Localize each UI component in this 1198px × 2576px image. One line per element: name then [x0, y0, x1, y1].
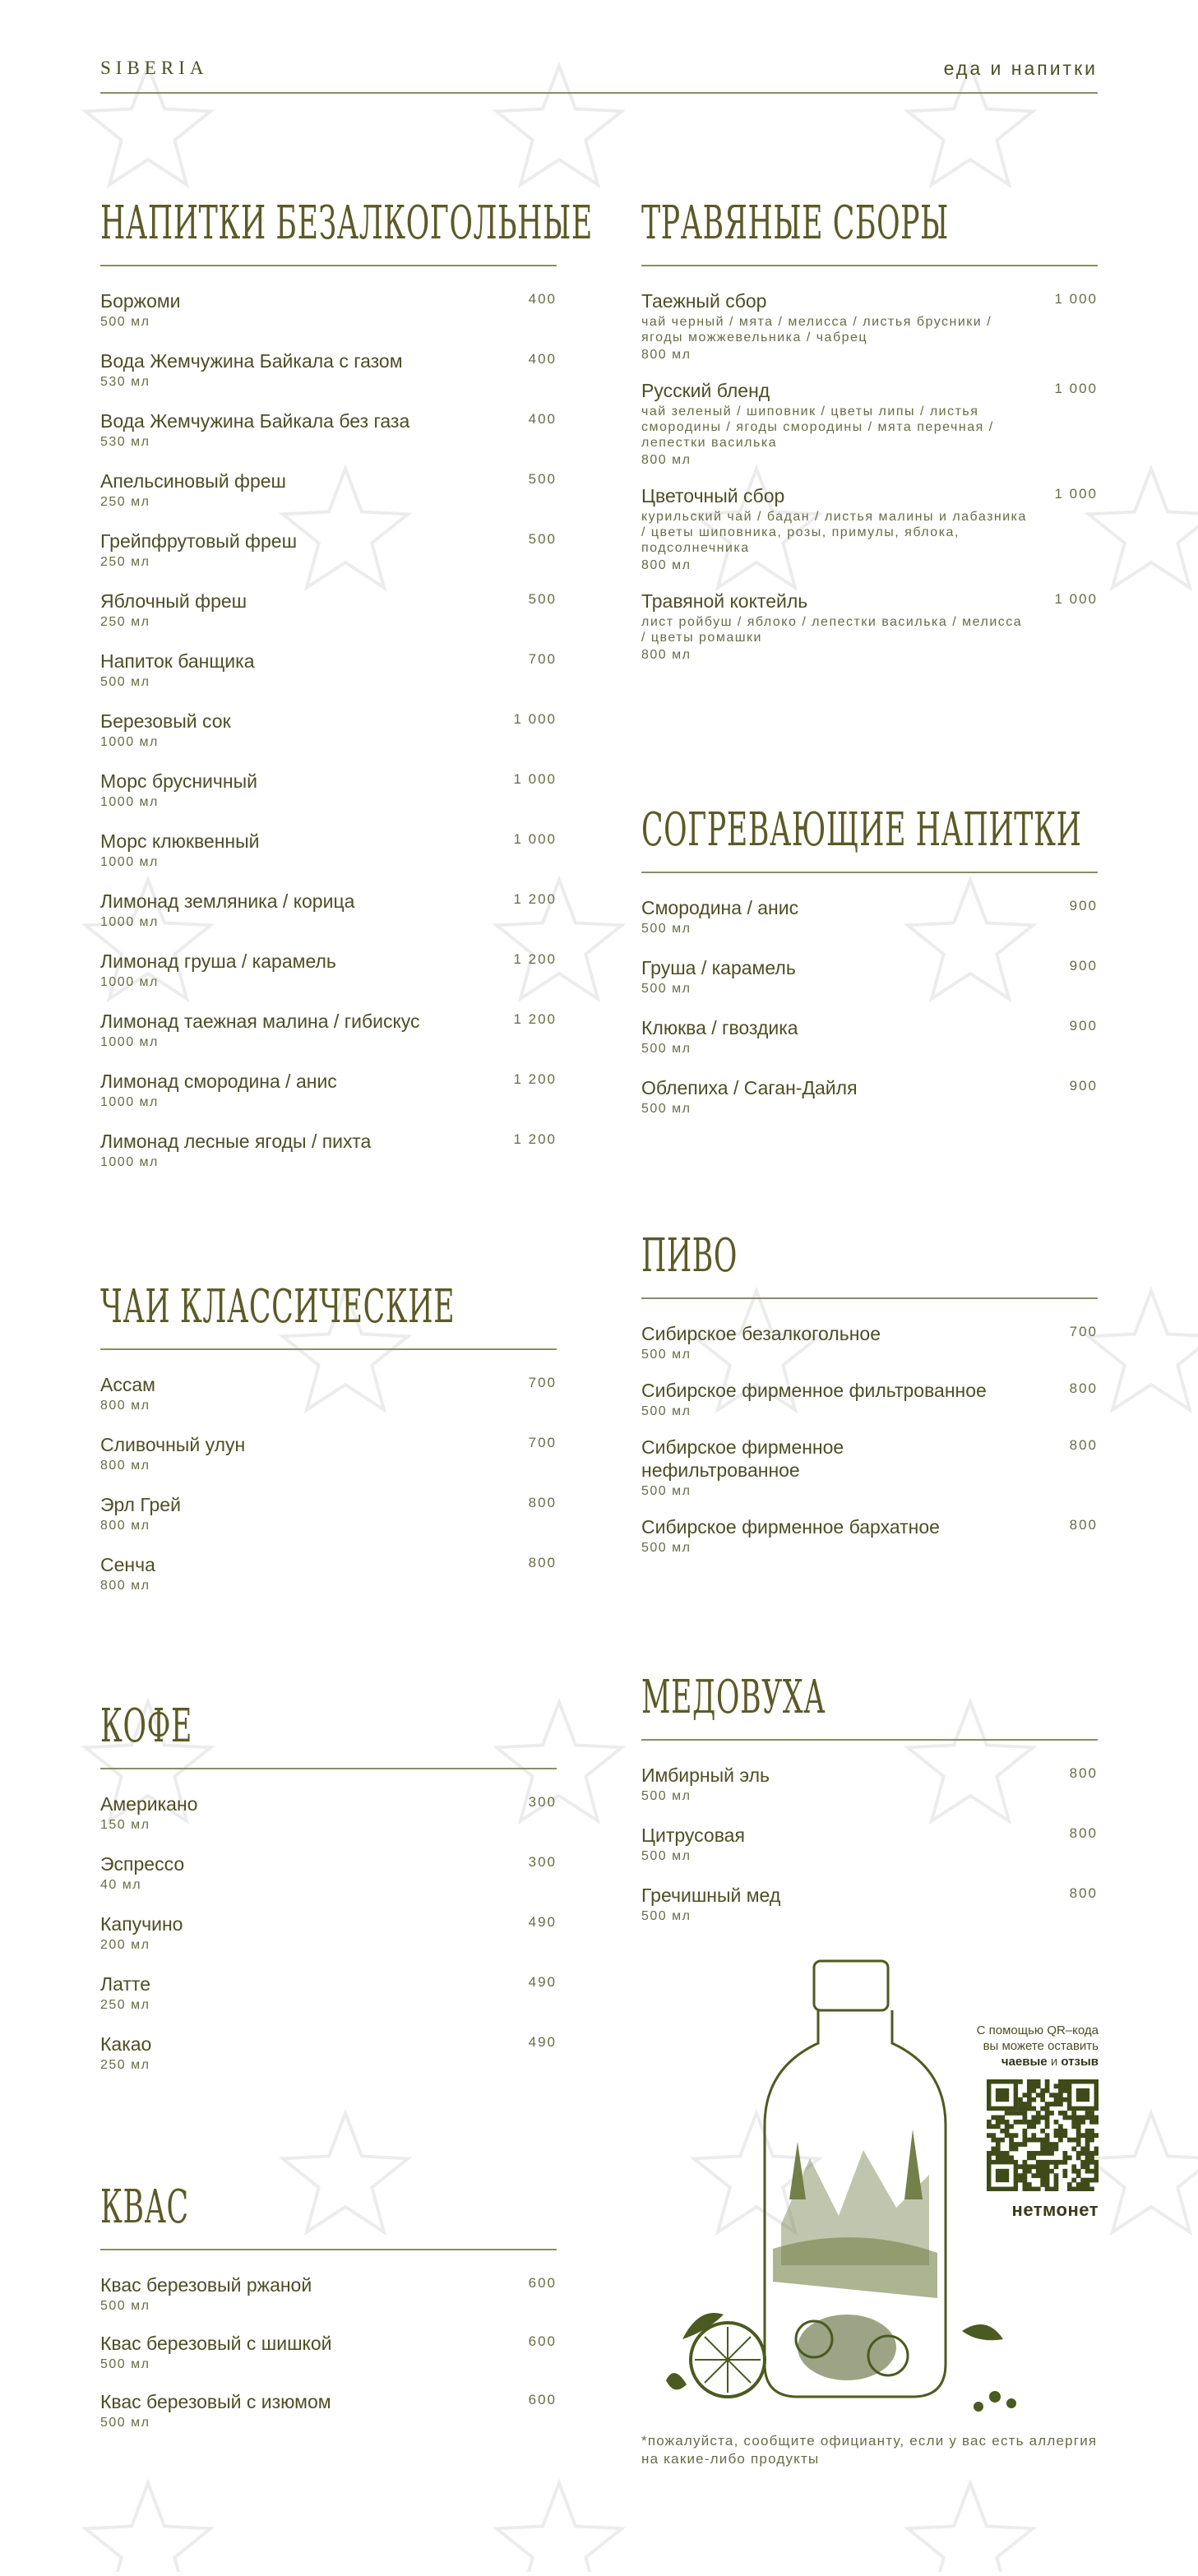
item-volume: 530 мл — [100, 435, 150, 449]
item-price: 400 — [528, 291, 557, 307]
item-price: 300 — [528, 1794, 557, 1810]
item-price: 500 — [528, 471, 557, 487]
item-volume: 800 мл — [641, 453, 692, 467]
item-description: лист ройбуш / яблоко / лепестки василька / мелисса / цветы ромашки — [641, 615, 1023, 645]
item-volume: 500 мл — [641, 1102, 692, 1116]
item-price: 490 — [528, 1914, 557, 1930]
menu-item — [641, 590, 1098, 664]
menu-item — [100, 590, 557, 650]
qr-caption — [962, 2023, 1099, 2070]
item-name: Сибирское фирменное нефильтрованное — [641, 1436, 844, 1481]
item-price: 700 — [528, 651, 557, 667]
item-price: 700 — [528, 1375, 557, 1390]
menu-item — [100, 409, 557, 469]
section-divider — [100, 2249, 557, 2250]
item-price: 1 200 — [513, 1071, 557, 1087]
item-description: курильский чай / бадан / листья малины и лабазника / цветы шиповника, розы, примулы, яблока, подсолнечника — [641, 510, 1027, 555]
menu-item — [100, 950, 557, 1010]
menu-item — [100, 1792, 557, 1852]
item-price: 400 — [528, 411, 557, 427]
section-title: ПИВО — [641, 1229, 738, 1283]
menu-item — [100, 349, 557, 409]
netmonet-logo: нетмонет — [1011, 2199, 1099, 2220]
menu-list — [100, 1792, 557, 2093]
menu-item — [100, 1070, 557, 1130]
item-name: Американо — [100, 1793, 198, 1815]
item-volume: 500 мл — [641, 1541, 692, 1555]
section-classic-tea — [100, 1274, 557, 1613]
section-divider — [100, 1348, 557, 1350]
menu-item — [641, 1016, 1098, 1076]
item-price: 800 — [1069, 1885, 1098, 1901]
item-name: Яблочный фреш — [100, 590, 247, 612]
menu-item — [100, 2332, 557, 2390]
item-price: 1 200 — [513, 1011, 557, 1027]
item-name: Эрл Грей — [100, 1494, 181, 1515]
section-title: НАПИТКИ БЕЗАЛКОГОЛЬНЫЕ — [100, 197, 593, 250]
menu-item — [100, 289, 557, 349]
menu-list — [641, 289, 1098, 664]
menu-item — [641, 1322, 1098, 1364]
menu-list — [100, 289, 557, 1190]
item-volume: 500 мл — [641, 1849, 692, 1863]
item-name: Латте — [100, 1973, 150, 1995]
section-title: КОФЕ — [100, 1700, 192, 1753]
item-name: Напиток банщика — [100, 650, 255, 672]
menu-item — [100, 1130, 557, 1190]
item-name: Сибирское фирменное фильтрованное — [641, 1380, 987, 1401]
item-volume: 1000 мл — [100, 1095, 159, 1109]
item-volume: 500 мл — [100, 315, 150, 329]
menu-item — [641, 289, 1098, 364]
brand-name: SIBERIA — [100, 58, 209, 78]
item-price: 800 — [1069, 1437, 1098, 1453]
item-name: Лимонад груша / карамель — [100, 950, 336, 972]
item-volume: 800 мл — [100, 1399, 150, 1413]
item-name: Вода Жемчужина Байкала с газом — [100, 350, 403, 372]
section-title: КВАС — [100, 2181, 189, 2234]
section-coffee — [100, 1694, 557, 2093]
section-beer — [641, 1223, 1098, 1572]
item-price: 900 — [1069, 1078, 1098, 1094]
item-price: 1 000 — [513, 831, 557, 847]
item-price: 800 — [1069, 1380, 1098, 1396]
item-volume: 40 мл — [100, 1878, 142, 1892]
section-divider — [100, 1768, 557, 1769]
section-title: ТРАВЯНЫЕ СБОРЫ — [641, 197, 949, 250]
menu-item — [100, 1433, 557, 1493]
item-description: чай черный / мята / мелисса / листья брусники / ягоды можжевельника / чабрец — [641, 315, 992, 345]
item-volume: 500 мл — [100, 2357, 150, 2371]
item-name: Капучино — [100, 1913, 183, 1935]
item-name: Таежный сбор — [641, 290, 767, 312]
item-description: чай зеленый / шиповник / цветы липы / листья смородины / ягоды смородины / мята перечная / лепестки василька — [641, 405, 994, 450]
item-name: Сливочный улун — [100, 1434, 246, 1455]
menu-list — [100, 2273, 557, 2449]
item-price: 490 — [528, 1974, 557, 1990]
top-bar — [100, 54, 1098, 94]
item-name: Сенча — [100, 1554, 155, 1575]
item-volume: 500 мл — [641, 982, 692, 996]
item-volume: 500 мл — [641, 1404, 692, 1418]
qr-caption-line — [962, 2038, 1099, 2054]
item-price: 1 000 — [1054, 381, 1098, 396]
item-volume: 500 мл — [641, 1484, 692, 1498]
qr-caption-review: отзыв — [1061, 2055, 1099, 2069]
menu-item — [100, 1553, 557, 1613]
item-name: Груша / карамель — [641, 957, 796, 978]
menu-item — [641, 1379, 1098, 1421]
item-name: Квас березовый с шишкой — [100, 2333, 332, 2354]
section-title: МЕДОВУХА — [641, 1671, 826, 1724]
allergy-footnote: *пожалуйста, сообщите официанту, если у вас есть аллергия на какие-либо продукты — [641, 2433, 1098, 2467]
item-name: Апельсиновый фреш — [100, 470, 287, 492]
menu-item — [100, 1493, 557, 1553]
section-divider — [641, 872, 1098, 873]
menu-item — [641, 1515, 1098, 1557]
section-warming — [641, 798, 1098, 1136]
item-name: Квас березовый с изюмом — [100, 2391, 331, 2412]
section-divider — [100, 265, 557, 266]
item-price: 800 — [1069, 1517, 1098, 1533]
menu-item — [100, 2390, 557, 2449]
section-divider — [641, 1739, 1098, 1741]
item-price: 500 — [528, 591, 557, 607]
item-volume: 500 мл — [100, 2416, 150, 2430]
item-volume: 1000 мл — [100, 795, 159, 809]
item-name: Какао — [100, 2033, 152, 2055]
item-price: 900 — [1069, 1018, 1098, 1034]
section-mead — [641, 1665, 1098, 1944]
item-price: 500 — [528, 531, 557, 547]
item-price: 600 — [528, 2392, 557, 2407]
item-name: Русский бленд — [641, 380, 770, 401]
item-volume: 150 мл — [100, 1818, 150, 1832]
item-name: Сибирское безалкогольное — [641, 1323, 881, 1344]
item-name: Ассам — [100, 1374, 155, 1395]
item-price: 1 000 — [1054, 486, 1098, 502]
item-price: 600 — [528, 2333, 557, 2349]
item-volume: 1000 мл — [100, 1155, 159, 1169]
menu-item — [641, 896, 1098, 956]
item-price: 700 — [1069, 1324, 1098, 1339]
item-price: 900 — [1069, 898, 1098, 913]
item-volume: 500 мл — [641, 1909, 692, 1923]
item-name: Лимонад земляника / корица — [100, 890, 355, 912]
menu-item — [100, 770, 557, 830]
menu-list — [641, 896, 1098, 1136]
qr-caption-and: и — [1047, 2055, 1062, 2069]
menu-item — [100, 1010, 557, 1070]
item-name: Березовый сок — [100, 710, 231, 732]
item-price: 490 — [528, 2034, 557, 2050]
menu-item — [100, 2033, 557, 2093]
brand-tagline: еда и напитки — [943, 58, 1098, 79]
menu-item — [100, 710, 557, 770]
item-name: Квас березовый ржаной — [100, 2274, 312, 2296]
menu-item — [641, 956, 1098, 1016]
menu-item — [641, 379, 1098, 469]
item-volume: 800 мл — [641, 348, 692, 362]
menu-item — [100, 890, 557, 950]
item-volume: 500 мл — [641, 922, 692, 936]
item-name: Лимонад таежная малина / гибискус — [100, 1011, 420, 1032]
item-name: Боржоми — [100, 290, 181, 312]
menu-item — [641, 1076, 1098, 1136]
qr-caption-line: С помощью QR–кода — [976, 2023, 1099, 2037]
item-volume: 500 мл — [641, 1789, 692, 1803]
item-price: 1 000 — [1054, 591, 1098, 607]
item-volume: 800 мл — [641, 558, 692, 572]
menu-item — [100, 1373, 557, 1433]
item-name: Цветочный сбор — [641, 485, 785, 506]
item-price: 300 — [528, 1854, 557, 1870]
item-price: 1 000 — [513, 771, 557, 787]
item-price: 400 — [528, 351, 557, 367]
item-volume: 530 мл — [100, 375, 150, 389]
menu-item — [641, 1436, 1098, 1501]
item-name: Вода Жемчужина Байкала без газа — [100, 410, 410, 432]
item-name: Гречишный мед — [641, 1885, 781, 1906]
item-volume: 800 мл — [100, 1579, 150, 1593]
item-name: Клюква / гвоздика — [641, 1017, 798, 1038]
item-name: Травяной коктейль — [641, 590, 808, 612]
item-price: 900 — [1069, 958, 1098, 974]
menu-list — [641, 1764, 1098, 1944]
item-price: 1 200 — [513, 951, 557, 967]
item-volume: 500 мл — [641, 1042, 692, 1056]
menu-item — [100, 530, 557, 590]
menu-item — [641, 1884, 1098, 1944]
section-soft-drinks — [100, 191, 593, 1190]
menu-item — [100, 830, 557, 890]
item-price: 600 — [528, 2275, 557, 2291]
item-volume: 250 мл — [100, 615, 150, 629]
item-volume: 1000 мл — [100, 975, 159, 989]
qr-tip-block — [962, 2023, 1099, 2221]
item-volume: 250 мл — [100, 1998, 150, 2012]
item-price: 1 000 — [513, 711, 557, 727]
menu-item — [100, 1912, 557, 1972]
item-price: 700 — [528, 1435, 557, 1450]
item-price: 800 — [528, 1555, 557, 1570]
item-name: Цитрусовая — [641, 1824, 745, 1846]
menu-item — [100, 650, 557, 710]
item-name: Сибирское фирменное бархатное — [641, 1516, 940, 1538]
item-price: 800 — [1069, 1825, 1098, 1841]
item-name: Морс клюквенный — [100, 830, 260, 852]
section-herbal — [641, 191, 1098, 679]
item-volume: 1000 мл — [100, 735, 159, 749]
menu-item — [641, 1764, 1098, 1824]
item-volume: 800 мл — [641, 648, 692, 662]
item-volume: 250 мл — [100, 2058, 150, 2072]
qr-caption-tips: чаевые — [1001, 2055, 1048, 2069]
qr-caption-line — [962, 2054, 1099, 2070]
menu-item — [641, 1824, 1098, 1884]
section-divider — [641, 1297, 1098, 1299]
item-volume: 500 мл — [641, 1348, 692, 1362]
item-volume: 250 мл — [100, 495, 150, 509]
item-price: 800 — [528, 1495, 557, 1510]
item-name: Эспрессо — [100, 1853, 185, 1875]
item-volume: 800 мл — [100, 1459, 150, 1473]
item-name: Лимонад смородина / анис — [100, 1071, 337, 1092]
qr-code-icon[interactable] — [987, 2079, 1099, 2191]
item-volume: 1000 мл — [100, 915, 159, 929]
item-volume: 1000 мл — [100, 855, 159, 869]
menu-item — [100, 2273, 557, 2332]
item-name: Грейпфрутовый фреш — [100, 530, 298, 552]
item-price: 1 200 — [513, 891, 557, 907]
qr-caption-text: вы можете оставить — [983, 2039, 1099, 2053]
menu-list — [641, 1322, 1098, 1557]
item-volume: 500 мл — [100, 2299, 150, 2313]
menu-item — [100, 1972, 557, 2033]
section-title: СОГРЕВАЮЩИЕ НАПИТКИ — [641, 803, 1082, 857]
menu-item — [100, 1852, 557, 1912]
section-kvass — [100, 2175, 557, 2449]
item-volume: 200 мл — [100, 1938, 150, 1952]
item-name: Облепиха / Саган-Дайля — [641, 1077, 858, 1098]
item-price: 800 — [1069, 1765, 1098, 1781]
menu-list — [100, 1373, 557, 1613]
section-divider — [641, 265, 1098, 266]
item-volume: 800 мл — [100, 1519, 150, 1533]
item-price: 1 000 — [1054, 291, 1098, 307]
section-title: ЧАИ КЛАССИЧЕСКИЕ — [100, 1280, 456, 1334]
item-volume: 250 мл — [100, 555, 150, 569]
menu-item — [100, 469, 557, 530]
item-price: 1 200 — [513, 1131, 557, 1147]
item-volume: 1000 мл — [100, 1035, 159, 1049]
item-name: Морс брусничный — [100, 770, 257, 792]
item-name: Имбирный эль — [641, 1764, 770, 1786]
item-name: Смородина / анис — [641, 897, 799, 918]
menu-item — [641, 484, 1098, 575]
item-name: Лимонад лесные ягоды / пихта — [100, 1131, 372, 1152]
item-volume: 500 мл — [100, 675, 150, 689]
